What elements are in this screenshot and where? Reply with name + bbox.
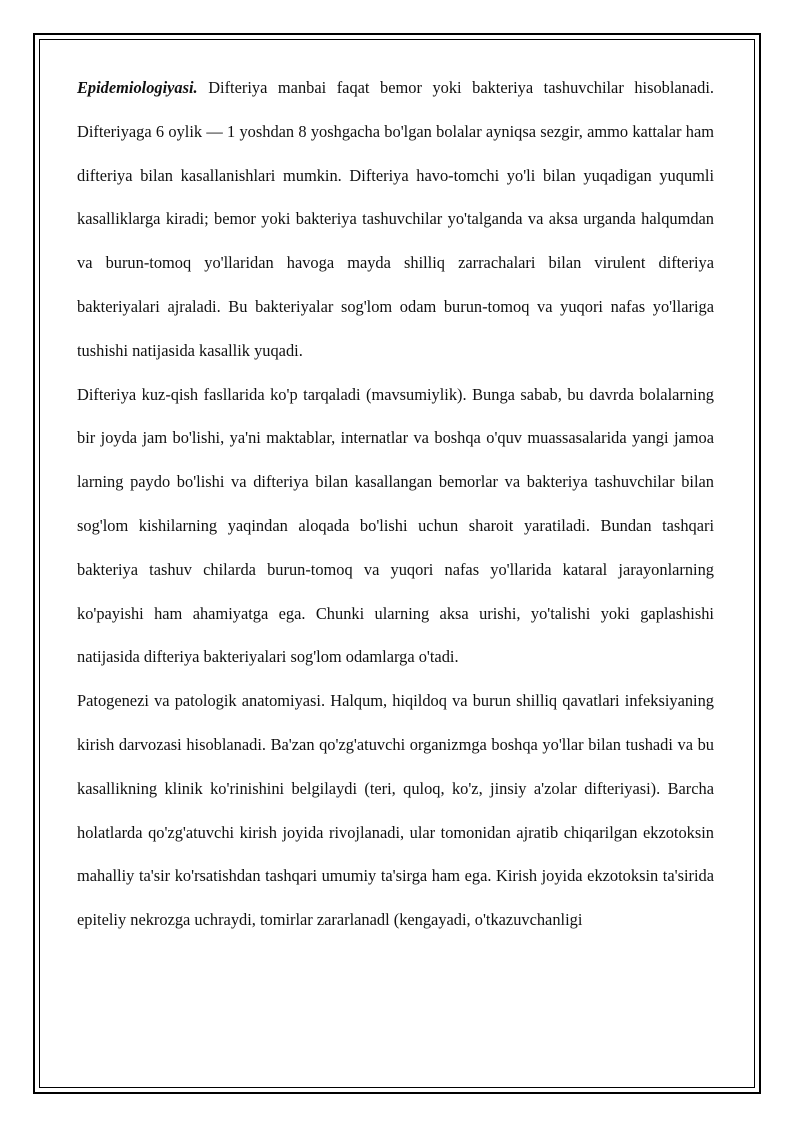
paragraph-epidemiology [77,66,714,373]
document-body [77,66,714,942]
paragraph-seasonality: Difteriya kuz-qish fasllarida ko'p tarqaladi (mavsumiylik). Bunga sabab, bu davrda bolalarning bir joyda jam bo'lishi, ya'ni maktablar, internatlar va boshqa o'quv muassasalarida yangi jamoa larning paydo bo'lishi va difteriya bilan kasallangan bemorlar va bakteriya tashuvchilar bilan sog'lom kishilarning yaqindan aloqada bo'lishi uchun sharoit yaratiladi. Bundan tashqari bakteriya tashuv chilarda burun-tomoq va yuqori nafas yo'llarida kataral jarayonlarning ko'payishi ham ahamiyatga ega. Chunki ularning aksa urishi, yo'talishi yoki gaplashishi natijasida difteriya bakteriyalari sog'lom odamlarga o'tadi. [77,384,714,667]
section-heading-epidemiology: Epidemiologiyasi. [77,78,198,97]
paragraph-pathogenesis: Patogenezi va patologik anatomiyasi. Halqum, hiqildoq va burun shilliq qavatlari infeksiyaning kirish darvozasi hisoblanadi. Ba'zan qo'zg'atuvchi organizmga boshqa yo'llar bilan tushadi va bu kasallikning klinik ko'rinishini belgilaydi (teri, quloq, ko'z, jinsiy a'zolar difteriyasi). Barcha holatlarda qo'zg'atuvchi kirish joyida rivojlanadi, ular tomonidan ajratib chiqarilgan ekzotoksin mahalliy ta'sir ko'rsatishdan tashqari umumiy ta'sirga ham ega. Kirish joyida ekzotoksin ta'sirida epiteliy nekrozga uchraydi, tomirlar zararlanadl (kengayadi, o'tkazuvchanligi [77,691,714,930]
paragraph-epidemiology-text: Difteriya manbai faqat bemor yoki bakteriya tashuvchilar hisoblanadi. Difteriyaga 6 oylik — 1 yoshdan 8 yoshgacha bo'lgan bolalar ayniqsa sezgir, ammo kattalar ham difteriya bilan kasallanishlari mumkin. Difteriya havo-tomchi yo'li bilan yuqadigan yuqumli kasalliklarga kiradi; bemor yoki bakteriya tashuvchilar yo'talganda va aksa urganda halqumdan va burun-tomoq yo'llaridan havoga mayda shilliq zarrachalari bilan virulent difteriya bakteriyalari ajraladi. Bu bakteriyalar sog'lom odam burun-tomoq va yuqori nafas yo'llariga tushishi natijasida kasallik yuqadi. [77,78,714,360]
